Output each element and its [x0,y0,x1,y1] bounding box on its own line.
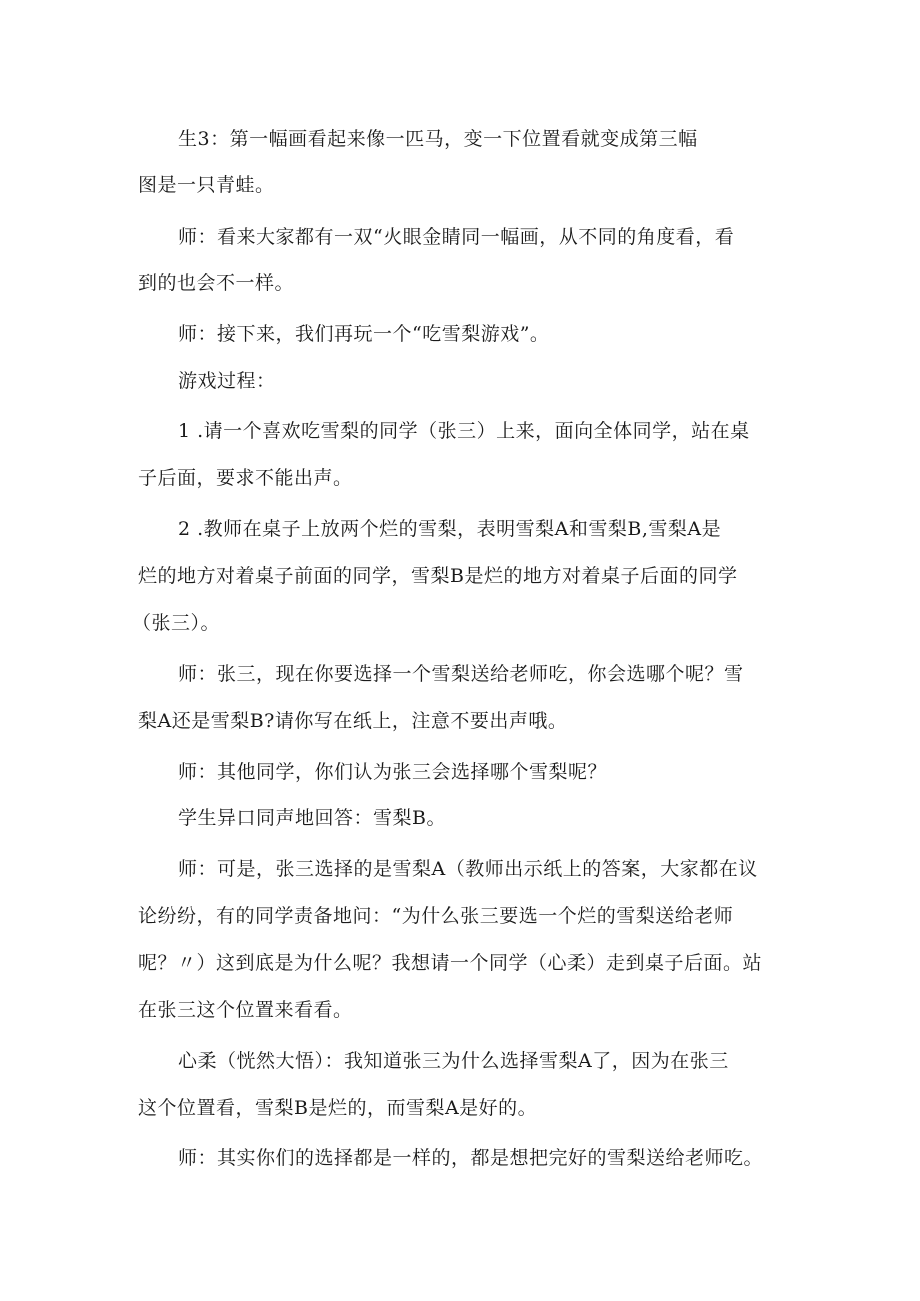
text-line: 图是一只青蛙。 [138,174,275,196]
text-line: 师：可是，张三选择的是雪梨A（教师出示纸上的答案，大家都在议 [178,858,758,880]
text-line: 到的也会不一样。 [138,272,295,294]
text-line: 师：张三，现在你要选择一个雪梨送给老师吃，你会选哪个呢？雪 [178,663,744,685]
text-line: 师：看来大家都有一双“火眼金睛同一幅画，从不同的角度看，看 [178,226,735,248]
text-line: 师：其他同学，你们认为张三会选择哪个雪梨呢？ [178,761,608,783]
text-line: 子后面，要求不能出声。 [138,467,353,489]
text-line: 梨A还是雪梨B?请你写在纸上，注意不要出声哦。 [138,710,568,732]
text-line: 学生异口同声地回答：雪梨B。 [178,807,446,829]
text-line: 师：其实你们的选择都是一样的，都是想把完好的雪梨送给老师吃。 [178,1147,764,1169]
text-line: 1 .请一个喜欢吃雪梨的同学（张三）上来，面向全体同学，站在桌 [178,420,750,442]
text-line: 在张三这个位置来看看。 [138,999,353,1021]
text-line: 论纷纷，有的同学责备地问：“为什么张三要选一个烂的雪梨送给老师 [138,905,734,927]
text-line: 2 .教师在桌子上放两个烂的雪梨，表明雪梨A和雪梨B,雪梨A是 [178,518,722,540]
text-line: （张三）。 [132,612,221,634]
text-line: 生3：第一幅画看起来像一匹马，变一下位置看就变成第三幅 [178,128,698,150]
text-line: 烂的地方对着桌子前面的同学，雪梨B是烂的地方对着桌子后面的同学 [138,565,738,587]
text-line: 心柔（恍然大悟）：我知道张三为什么选择雪梨A了，因为在张三 [178,1050,729,1072]
text-line: 呢？〃）这到底是为什么呢？我想请一个同学（心柔）走到桌子后面。站 [138,952,763,974]
text-line: 师：接下来，我们再玩一个“吃雪梨游戏”。 [178,323,550,345]
text-line: 这个位置看，雪梨B是烂的，而雪梨A是好的。 [138,1097,538,1119]
text-line: 游戏过程： [178,370,276,392]
